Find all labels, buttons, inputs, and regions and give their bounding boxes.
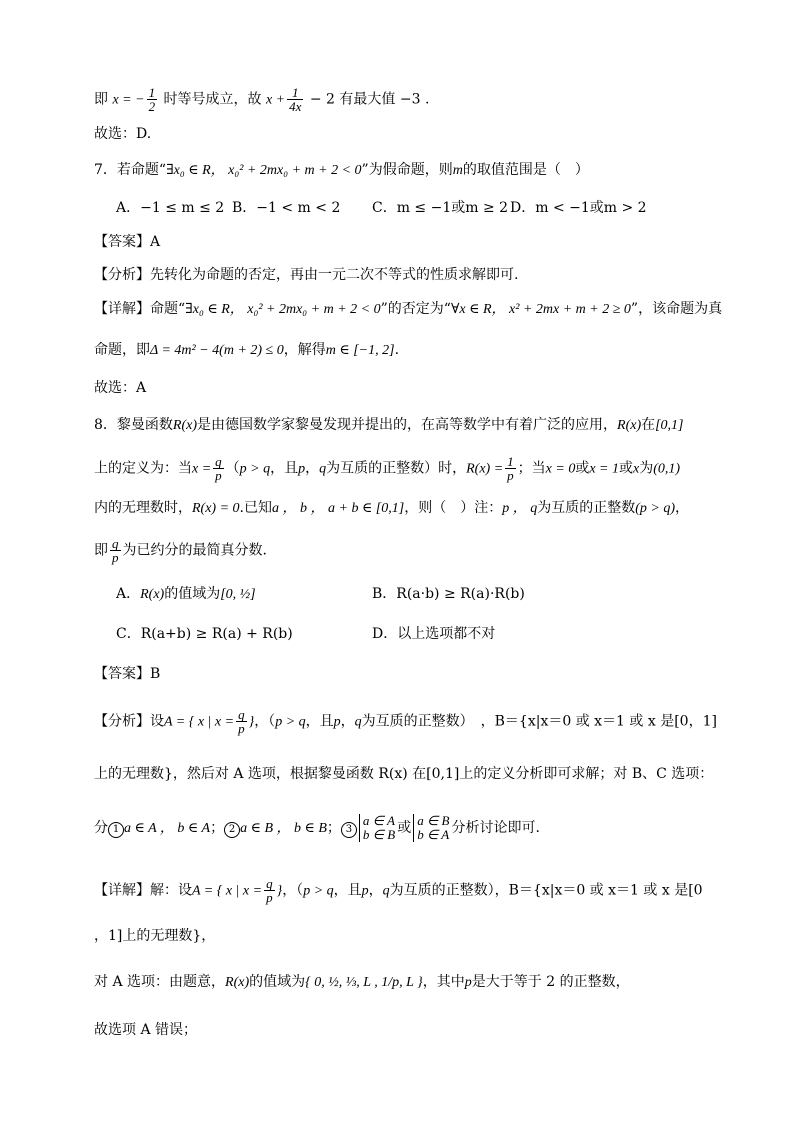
fraction: $\frac{1}{p}$ bbox=[507, 454, 514, 483]
q7-option-a: A．−1 ≤ m ≤ 2 bbox=[116, 200, 225, 216]
q7-answer: 【答案】A bbox=[94, 234, 161, 250]
q8-detail-4: 故选项 A 错误； bbox=[94, 1022, 198, 1038]
q8-analysis-3: 分 1 a ∈ A ， b ∈ A； 2 a ∈ B ， b ∈ B； 3 a ∈ A b ∈ B 或 a ∈ B b ∈ A 分析讨论即可. bbox=[94, 813, 540, 842]
q8-line-1: 8．黎曼函数R(x)是由德国数学家黎曼发现并提出的，在高等数学中有着广泛的应用，R(x)在[0,1] bbox=[94, 417, 684, 433]
q7-analysis: 【分析】先转化为命题的否定，再由一元二次不等式的性质求解即可. bbox=[94, 267, 519, 283]
text: − 2 有最大值 −3 . bbox=[309, 91, 430, 108]
fraction: $\frac{q}{p}$ bbox=[238, 707, 245, 736]
q8-answer: 【答案】B bbox=[94, 666, 161, 682]
q7-detail-1: 【详解】命题“∃x₀ ∈ R， x₀² + 2mx₀ + m + 2 < 0”的否定为“∀x ∈ R， x² + 2mx + m + 2 ≥ 0”，该命题为真 bbox=[94, 301, 723, 317]
q7-option-c: C．m ≤ −1或m ≥ 2 bbox=[372, 200, 509, 216]
text-line-2: 故选：D. bbox=[94, 126, 152, 142]
q8-detail-1: 【详解】解：设A = { x | x = $\frac{q}{p}$ }，（p > q，且p，q为互质的正整数），B＝{x|x＝0 或 x＝1 或 x 是[0 bbox=[94, 876, 703, 905]
case-brace: a ∈ B b ∈ A bbox=[413, 814, 449, 842]
circled-number-1: 1 bbox=[108, 822, 124, 838]
q7-detail-2: 命题，即Δ = 4m² − 4(m + 2) ≤ 0，解得m ∈ [−1, 2]. bbox=[94, 342, 400, 358]
math: x = − bbox=[112, 92, 145, 108]
fraction: $\frac{1}{4x}$ bbox=[289, 85, 302, 114]
circled-number-3: 3 bbox=[341, 822, 357, 838]
q8-analysis-2: 上的无理数}，然后对 A 选项，根据黎曼函数 R(x) 在[0,1]上的定义分析即可求解；对 B、C 选项： bbox=[94, 766, 714, 782]
q7-choose: 故选：A bbox=[94, 380, 147, 396]
q8-line-3: 内的无理数时，R(x) = 0.已知a ， b ， a + b ∈ [0,1]，则（ ）注：p ， q为互质的正整数(p > q)， bbox=[94, 500, 689, 516]
q8-option-c: C．R(a+b) ≥ R(a) + R(b) bbox=[116, 626, 293, 642]
q8-detail-2: ，1]上的无理数}， bbox=[94, 928, 216, 944]
q8-line-2: 上的定义为：当x = $\frac{q}{p}$ （p > q，且p，q为互质的正整数）时，R(x) = $\frac{1}{p}$ ；当x = 0或x = 1或x为(0,1) bbox=[94, 454, 681, 483]
question-7-stem: 7．若命题“∃x₀ ∈ R， x₀² + 2mx₀ + m + 2 < 0”为假命题，则m的取值范围是（ ） bbox=[94, 162, 589, 178]
q8-option-d: D．以上选项都不对 bbox=[372, 626, 496, 642]
text-line-1 bbox=[94, 86, 429, 113]
q8-detail-3: 对 A 选项：由题意，R(x)的值域为{ 0, ½, ⅓, L , 1/p, L }，其中p是大于等于 2 的正整数， bbox=[94, 974, 630, 990]
fraction: $\frac{q}{p}$ bbox=[215, 454, 222, 483]
q8-line-4: 即 $\frac{q}{p}$ 为已约分的最简真分数. bbox=[94, 536, 267, 565]
circled-number-2: 2 bbox=[224, 822, 240, 838]
fraction: $\frac{q}{p}$ bbox=[266, 876, 273, 905]
fraction: $\frac{1}{2}$ bbox=[148, 85, 156, 114]
q8-option-b: B．R(a·b) ≥ R(a)·R(b) bbox=[372, 586, 525, 602]
case-brace: a ∈ A b ∈ B bbox=[359, 814, 395, 842]
text: 即 bbox=[94, 91, 108, 108]
text: 时等号成立，故 bbox=[163, 91, 262, 108]
math: x + bbox=[265, 92, 286, 108]
q7-option-d: D．m < −1或m > 2 bbox=[510, 200, 647, 216]
fraction: $\frac{q}{p}$ bbox=[112, 536, 119, 565]
q8-analysis-1: 【分析】设A = { x | x = $\frac{q}{p}$ }，（p > q，且p，q为互质的正整数） ，B＝{x|x＝0 或 x＝1 或 x 是[0，1] bbox=[94, 707, 717, 736]
q8-option-a: A．R(x)的值域为[0, ½] bbox=[116, 586, 256, 602]
q7-option-b: B．−1 < m < 2 bbox=[232, 200, 341, 216]
